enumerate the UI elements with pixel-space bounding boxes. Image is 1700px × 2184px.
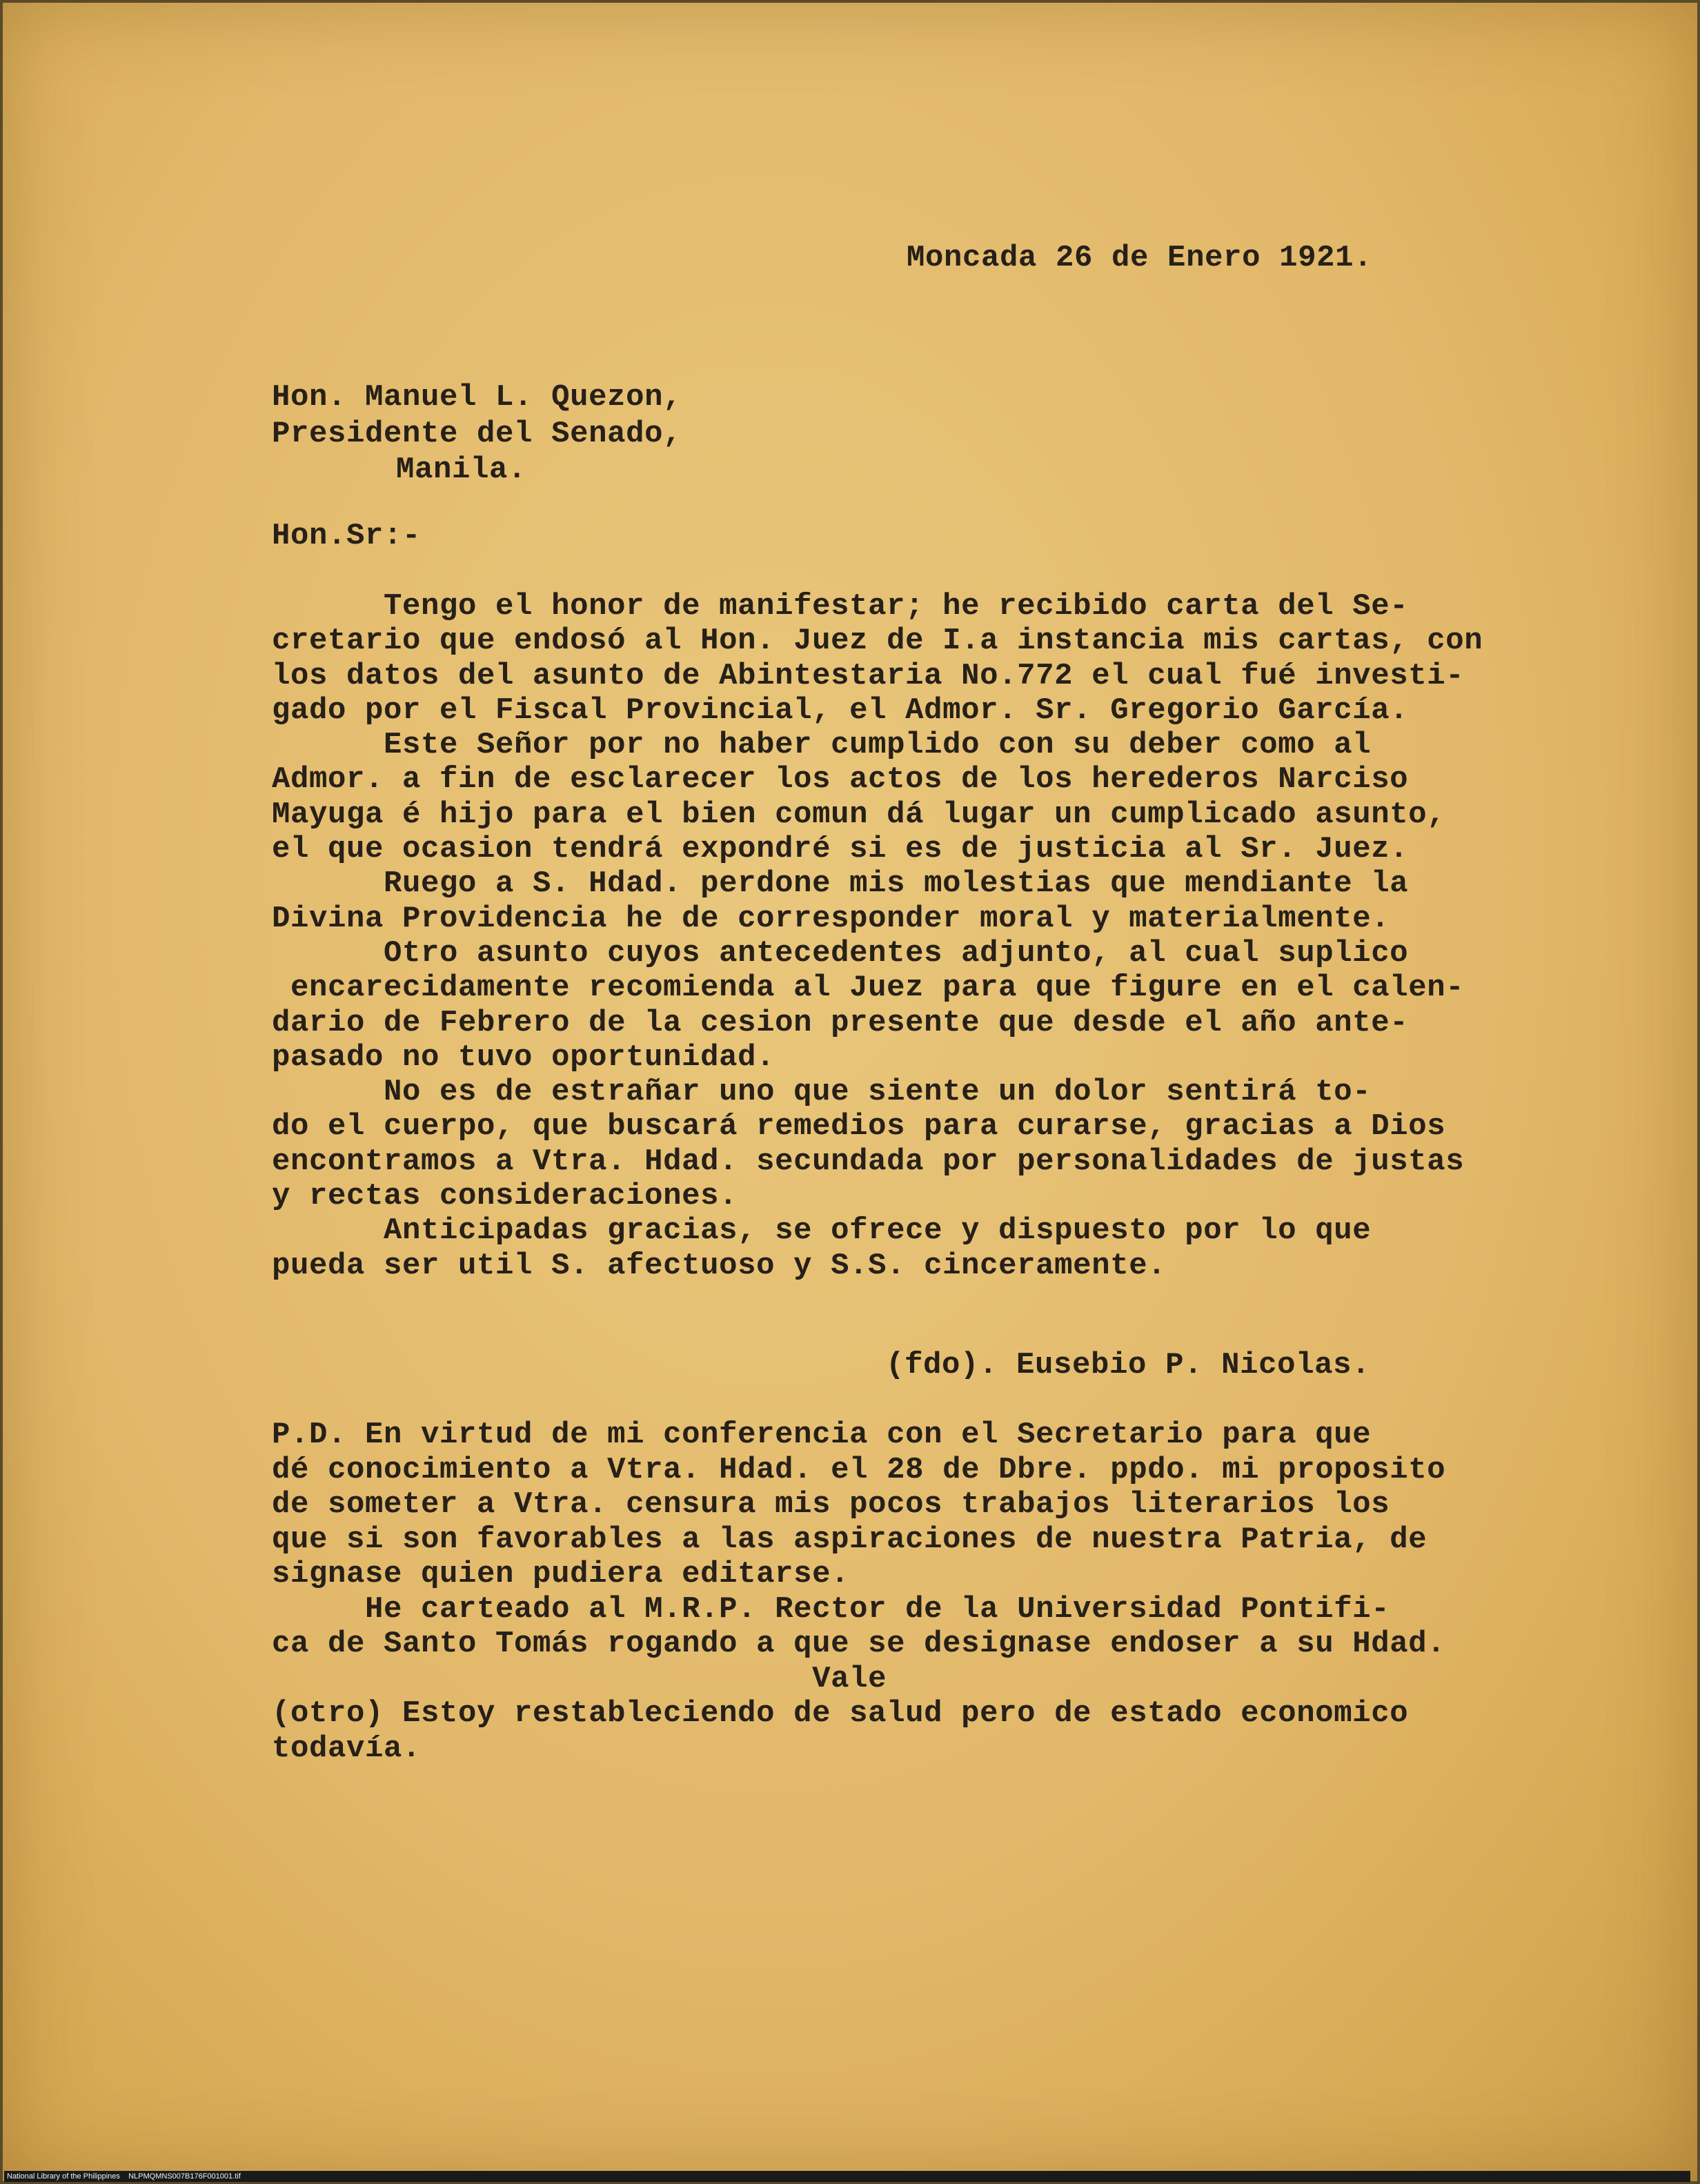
postscript-line: ca de Santo Tomás rogando a que se designase endoser a su Hdad. [272, 1627, 1446, 1661]
footer-file-id: NLPMQMNS007B176F001001.tif [128, 2172, 241, 2181]
body-line: cretario que endosó al Hon. Juez de I.a instancia mis cartas, con [272, 624, 1483, 659]
postscript-line: dé conocimiento a Vtra. Hdad. el 28 de Dbre. ppdo. mi proposito [272, 1452, 1446, 1487]
body-line: Admor. a fin de esclarecer los actos de los herederos Narciso [272, 762, 1409, 797]
body-line: Ruego a S. Hdad. perdone mis molestias que mendiante la [272, 866, 1409, 902]
archive-footer [4, 2171, 1690, 2182]
salutation: Hon.Sr:- [272, 519, 422, 553]
postscript-line: todavía. [272, 1731, 422, 1766]
body-line: Este Señor por no haber cumplido con su deber como al [272, 728, 1372, 763]
postscript [272, 1418, 1445, 1766]
postscript-line: P.D. En virtud de mi conferencia con el Secretario para que [272, 1418, 1372, 1452]
recipient-title: Presidente del Senado, [272, 417, 682, 451]
body-line: gado por el Fiscal Provincial, el Admor. Sr. Gregorio García. [272, 693, 1409, 728]
body-line: los datos del asunto de Abintestaria No.772 el cual fué investi- [272, 658, 1465, 693]
body-line: Otro asunto cuyos antecedentes adjunto, al cual suplico [272, 935, 1409, 971]
body-line: dario de Febrero de la cesion presente que desde el año ante- [272, 1005, 1409, 1040]
postscript-line: que si son favorables a las aspiraciones de nuestra Patria, de [272, 1522, 1427, 1557]
body-line: el que ocasion tendrá expondré si es de justicia al Sr. Juez. [272, 832, 1409, 867]
recipient-name: Hon. Manuel L. Quezon, [272, 380, 682, 415]
postscript-line: (otro) Estoy restableciendo de salud pero de estado economico [272, 1696, 1409, 1731]
body-line: pueda ser util S. afectuoso y S.S. cinceramente. [272, 1248, 1167, 1283]
postscript-line: signase quien pudiera editarse. [272, 1557, 850, 1591]
footer-institution: National Library of the Philippines [7, 2172, 120, 2181]
letter-body [272, 589, 1483, 1283]
body-line: Divina Providencia he de corresponder moral y materialmente. [272, 901, 1390, 936]
body-line: Mayuga é hijo para el bien comun dá lugar un cumplicado asunto, [272, 797, 1446, 832]
postscript-line: Vale [272, 1661, 887, 1696]
body-line: encarecidamente recomienda al Juez para que figure en el calen- [272, 971, 1465, 1006]
body-line: encontramos a Vtra. Hdad. secundada por personalidades de justas [272, 1144, 1465, 1179]
letter-date: Moncada 26 de Enero 1921. [907, 241, 1373, 275]
body-line: Anticipadas gracias, se ofrece y dispuesto por lo que [272, 1213, 1372, 1249]
signature: (fdo). Eusebio P. Nicolas. [886, 1348, 1371, 1382]
postscript-line: He carteado al M.R.P. Rector de la Universidad Pontifi- [272, 1591, 1390, 1627]
body-line: No es de estrañar uno que siente un dolor sentirá to- [272, 1075, 1372, 1110]
body-line: pasado no tuvo oportunidad. [272, 1040, 775, 1075]
body-line: y rectas consideraciones. [272, 1179, 738, 1214]
postscript-line: de someter a Vtra. censura mis pocos trabajos literarios los [272, 1487, 1390, 1522]
body-line: Tengo el honor de manifestar; he recibido carta del Se- [272, 589, 1409, 624]
body-line: do el cuerpo, que buscará remedios para curarse, gracias a Dios [272, 1109, 1446, 1144]
recipient-city: Manila. [396, 453, 527, 487]
